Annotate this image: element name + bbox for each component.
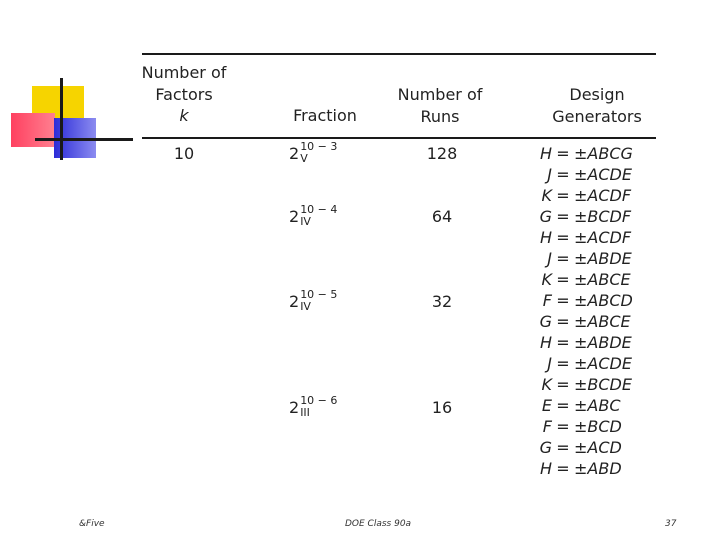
generator-row [530, 227, 650, 248]
generator-expression: ±ACDE [574, 165, 632, 184]
generator-factor: K [541, 270, 552, 289]
factors-value: 10 [173, 144, 195, 163]
generator-equals: = [556, 438, 570, 457]
generator-row [530, 290, 650, 311]
generator-expression: ±ACDE [574, 354, 632, 373]
header-design-generators [545, 84, 649, 127]
generator-row [530, 437, 650, 458]
fraction-resolution: V [300, 152, 308, 165]
generator-expression: ±BCDE [574, 375, 632, 394]
generator-equals: = [556, 459, 570, 478]
footer-left-text: &Five [79, 519, 105, 529]
generator-row [530, 143, 650, 164]
generator-factor: K [541, 375, 552, 394]
generator-equals: = [556, 291, 570, 310]
header-fraction: Fraction [293, 106, 357, 125]
header-runs-line1: Number of [397, 85, 483, 104]
fraction-resolution: IV [300, 300, 311, 313]
fraction-cell [289, 394, 339, 420]
header-factors-line2: Factors [155, 84, 213, 104]
generator-expression: ±BCD [574, 417, 622, 436]
generator-row [530, 458, 650, 479]
generator-factor: F [542, 417, 552, 436]
fraction-exponent: 10 − 6 [300, 394, 338, 407]
fraction-cell [289, 140, 339, 166]
fraction-exponent: 10 − 3 [300, 140, 338, 153]
generator-expression: ±ABC [574, 396, 621, 415]
fraction-base: 2 [289, 144, 300, 163]
header-runs-line2: Runs [420, 106, 460, 126]
generator-expression: ±ABCG [574, 144, 633, 163]
fraction-resolution: III [300, 406, 310, 419]
generator-factor: E [541, 396, 552, 415]
generator-factor: H [539, 144, 552, 163]
generator-factor: G [539, 207, 552, 226]
table-top-rule [142, 53, 656, 55]
generator-expression: ±ABCD [574, 291, 633, 310]
generator-equals: = [556, 144, 570, 163]
decor-vertical-line [60, 78, 63, 160]
generator-expression: ±ABDE [574, 333, 632, 352]
fraction-base: 2 [289, 292, 300, 311]
decor-red-square [11, 113, 55, 147]
generator-expression: ±ABD [574, 459, 622, 478]
generator-factor: J [547, 249, 552, 268]
generator-factor: H [539, 228, 552, 247]
generator-expression: ±ACD [574, 438, 622, 457]
generators-list [530, 143, 650, 479]
generator-row [530, 269, 650, 290]
generator-expression: ±ABCE [574, 270, 631, 289]
generator-row [530, 248, 650, 269]
generator-factor: K [541, 186, 552, 205]
header-generators-line1: Design [569, 85, 625, 104]
fraction-cell [289, 203, 339, 229]
generator-factor: H [539, 459, 552, 478]
generator-expression: ±ACDF [574, 228, 632, 247]
generator-equals: = [556, 312, 570, 331]
footer-page-number: 37 [665, 519, 677, 529]
generator-factor: J [547, 354, 552, 373]
generator-row [530, 416, 650, 437]
generator-row [530, 353, 650, 374]
generator-factor: G [539, 438, 552, 457]
generator-expression: ±BCDF [574, 207, 632, 226]
generator-equals: = [556, 375, 570, 394]
fraction-resolution: IV [300, 215, 311, 228]
generator-equals: = [556, 396, 570, 415]
generator-expression: ±ABDE [574, 249, 632, 268]
generator-expression: ±ABCE [574, 312, 631, 331]
generator-row [530, 206, 650, 227]
fraction-base: 2 [289, 398, 300, 417]
generator-equals: = [556, 417, 570, 436]
generator-expression: ±ACDF [574, 186, 632, 205]
decor-horizontal-line [35, 138, 133, 141]
header-number-of-factors [134, 62, 234, 127]
generator-row [530, 374, 650, 395]
footer-course-label: DOE Class 90a [345, 519, 412, 529]
runs-value: 16 [431, 398, 453, 417]
fraction-exponent: 10 − 5 [300, 288, 338, 301]
generator-row [530, 185, 650, 206]
generator-equals: = [556, 165, 570, 184]
fraction-base: 2 [289, 207, 300, 226]
generator-equals: = [556, 228, 570, 247]
generator-equals: = [556, 354, 570, 373]
generator-row [530, 311, 650, 332]
generator-equals: = [556, 270, 570, 289]
header-generators-line2: Generators [552, 106, 642, 126]
generator-equals: = [556, 249, 570, 268]
runs-value: 128 [426, 144, 458, 163]
table-header-rule [142, 137, 656, 139]
header-factors-line3: k [179, 106, 189, 125]
generator-row [530, 395, 650, 416]
generator-row [530, 332, 650, 353]
generator-factor: H [539, 333, 552, 352]
fraction-cell [289, 288, 339, 314]
header-factors-line1: Number of [141, 63, 227, 82]
generator-factor: J [547, 165, 552, 184]
generator-equals: = [556, 333, 570, 352]
generator-equals: = [556, 207, 570, 226]
generator-factor: G [539, 312, 552, 331]
runs-value: 64 [431, 207, 453, 226]
generator-equals: = [556, 186, 570, 205]
generator-row [530, 164, 650, 185]
header-number-of-runs [388, 84, 492, 127]
fraction-exponent: 10 − 4 [300, 203, 338, 216]
runs-value: 32 [431, 292, 453, 311]
generator-factor: F [542, 291, 552, 310]
